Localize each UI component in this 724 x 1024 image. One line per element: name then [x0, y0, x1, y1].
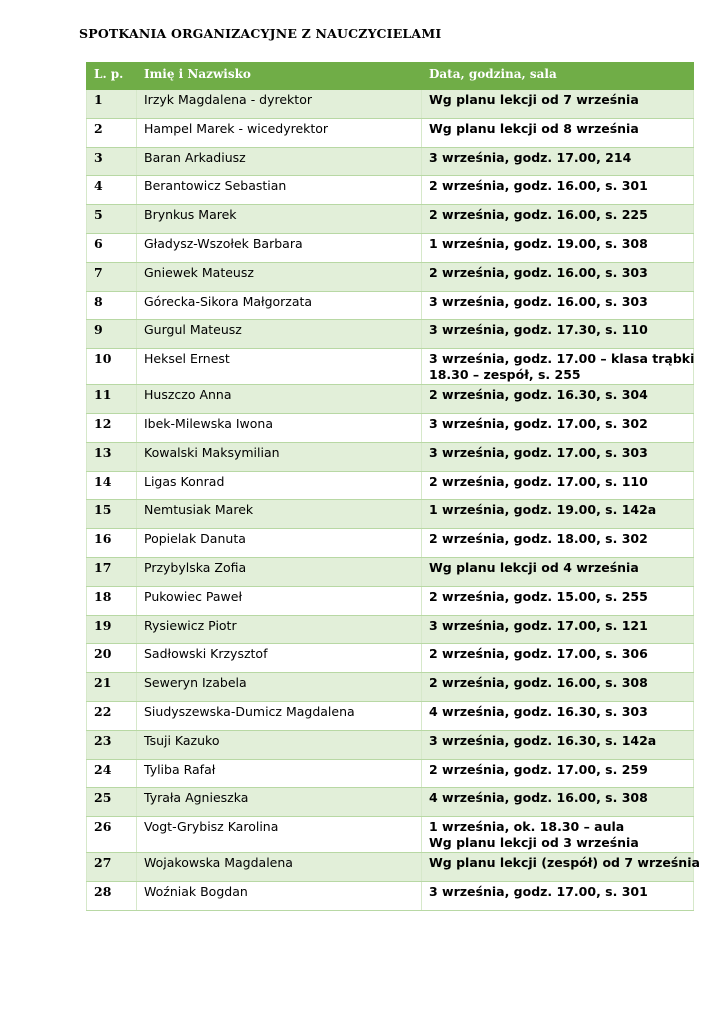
meeting-schedule: [422, 881, 694, 910]
table-row: [87, 176, 694, 205]
schedule-line: 1 września, ok. 18.30 – aula: [429, 819, 625, 835]
row-number: 13: [87, 442, 137, 471]
schedule-line: 3 września, godz. 17.00, 214: [429, 149, 632, 165]
meeting-schedule: [422, 233, 694, 262]
schedule-line: 2 września, godz. 16.00, s. 301: [429, 178, 648, 194]
meeting-schedule: [422, 817, 694, 853]
meeting-schedule: [422, 147, 694, 176]
table-row: [87, 471, 694, 500]
teacher-name: Siudyszewska-Dumicz Magdalena: [137, 701, 422, 730]
teacher-name: Tyliba Rafał: [137, 759, 422, 788]
schedule-line: 2 września, godz. 15.00, s. 255: [429, 588, 648, 604]
teacher-name: Brynkus Marek: [137, 205, 422, 234]
schedule-line: 1 września, godz. 19.00, s. 142a: [429, 502, 657, 518]
row-number: 11: [87, 385, 137, 414]
table-row: [87, 118, 694, 147]
row-number: 16: [87, 529, 137, 558]
table-row: [87, 701, 694, 730]
schedule-line: Wg planu lekcji od 4 września: [429, 559, 639, 575]
meeting-schedule: [422, 500, 694, 529]
table-header-row: [87, 63, 694, 90]
row-number: 24: [87, 759, 137, 788]
row-number: 28: [87, 881, 137, 910]
row-number: 26: [87, 817, 137, 853]
meeting-schedule: [422, 413, 694, 442]
column-header-lp: L. p.: [87, 63, 137, 90]
teacher-name: Sadłowski Krzysztof: [137, 644, 422, 673]
teacher-name: Seweryn Izabela: [137, 673, 422, 702]
schedule-line: 3 września, godz. 16.30, s. 142a: [429, 732, 657, 748]
row-number: 2: [87, 118, 137, 147]
teacher-name: Tyrała Agnieszka: [137, 788, 422, 817]
meeting-schedule: [422, 385, 694, 414]
meeting-schedule: [422, 291, 694, 320]
schedule-line: Wg planu lekcji od 8 września: [429, 120, 639, 136]
table-row: [87, 320, 694, 349]
schedule-line: 4 września, godz. 16.00, s. 308: [429, 790, 648, 806]
schedule-line: 2 września, godz. 17.00, s. 110: [429, 473, 648, 489]
table-row: [87, 881, 694, 910]
table-row: [87, 644, 694, 673]
teacher-name: Berantowicz Sebastian: [137, 176, 422, 205]
table-row: [87, 529, 694, 558]
teacher-name: Nemtusiak Marek: [137, 500, 422, 529]
column-header-name: Imię i Nazwisko: [137, 63, 422, 90]
meeting-schedule: [422, 176, 694, 205]
schedule-line: 2 września, godz. 16.30, s. 304: [429, 387, 648, 403]
meeting-schedule: [422, 320, 694, 349]
table-row: [87, 442, 694, 471]
meetings-table: [86, 62, 700, 911]
meeting-schedule: [422, 118, 694, 147]
schedule-line: 2 września, godz. 17.00, s. 306: [429, 646, 648, 662]
schedule-line: 4 września, godz. 16.30, s. 303: [429, 703, 648, 719]
schedule-line: 2 września, godz. 16.00, s. 308: [429, 675, 648, 691]
teacher-name: Hampel Marek - wicedyrektor: [137, 118, 422, 147]
meeting-schedule: [422, 853, 700, 882]
row-number: 21: [87, 673, 137, 702]
meeting-schedule: [422, 701, 694, 730]
schedule-line: 3 września, godz. 16.00, s. 303: [429, 293, 648, 309]
row-number: 10: [87, 349, 137, 385]
schedule-line: 3 września, godz. 17.00, s. 301: [429, 883, 648, 899]
teacher-name: Tsuji Kazuko: [137, 730, 422, 759]
table-body: [87, 90, 700, 911]
row-number: 5: [87, 205, 137, 234]
teacher-name: Pukowiec Paweł: [137, 586, 422, 615]
schedule-line: 1 września, godz. 19.00, s. 308: [429, 235, 648, 251]
schedule-line: 2 września, godz. 16.00, s. 225: [429, 207, 648, 223]
meeting-schedule: [422, 644, 694, 673]
table-row: [87, 349, 694, 385]
table-row: [87, 90, 694, 119]
schedule-line: 3 września, godz. 17.00 – klasa trąbki: [429, 351, 695, 367]
row-number: 4: [87, 176, 137, 205]
teacher-name: Irzyk Magdalena - dyrektor: [137, 90, 422, 119]
schedule-line: Wg planu lekcji (zespół) od 7 września: [429, 855, 700, 871]
teacher-name: Przybylska Zofia: [137, 557, 422, 586]
schedule-line: 2 września, godz. 18.00, s. 302: [429, 531, 648, 547]
row-number: 15: [87, 500, 137, 529]
row-number: 14: [87, 471, 137, 500]
teacher-name: Vogt-Grybisz Karolina: [137, 817, 422, 853]
teacher-name: Popielak Danuta: [137, 529, 422, 558]
row-number: 18: [87, 586, 137, 615]
schedule-line: 3 września, godz. 17.00, s. 302: [429, 415, 648, 431]
table-row: [87, 205, 694, 234]
row-number: 17: [87, 557, 137, 586]
teacher-name: Ibek-Milewska Iwona: [137, 413, 422, 442]
schedule-line: 3 września, godz. 17.30, s. 110: [429, 322, 648, 338]
row-number: 8: [87, 291, 137, 320]
teacher-name: Gładysz-Wszołek Barbara: [137, 233, 422, 262]
teacher-name: Kowalski Maksymilian: [137, 442, 422, 471]
meeting-schedule: [422, 90, 694, 119]
table-row: [87, 673, 694, 702]
meeting-schedule: [422, 788, 694, 817]
teacher-name: Heksel Ernest: [137, 349, 422, 385]
teacher-name: Woźniak Bogdan: [137, 881, 422, 910]
row-number: 27: [87, 853, 137, 882]
schedule-line: Wg planu lekcji od 3 września: [429, 834, 639, 850]
column-header-date: Data, godzina, sala: [422, 63, 694, 90]
table-row: [87, 262, 694, 291]
meeting-schedule: [422, 529, 694, 558]
teacher-name: Gniewek Mateusz: [137, 262, 422, 291]
meeting-schedule: [422, 262, 694, 291]
schedule-line: 2 września, godz. 17.00, s. 259: [429, 761, 648, 777]
teacher-name: Wojakowska Magdalena: [137, 853, 422, 882]
row-number: 9: [87, 320, 137, 349]
meeting-schedule: [422, 759, 694, 788]
schedule-line: 18.30 – zespół, s. 255: [429, 366, 581, 382]
meeting-schedule: [422, 205, 694, 234]
meeting-schedule: [422, 673, 694, 702]
table-row: [87, 147, 694, 176]
table-row: [87, 233, 694, 262]
table-row: [87, 730, 694, 759]
teacher-name: Huszczo Anna: [137, 385, 422, 414]
table-row: [87, 788, 694, 817]
table-row: [87, 615, 694, 644]
row-number: 7: [87, 262, 137, 291]
meeting-schedule: [422, 557, 694, 586]
schedule-line: 3 września, godz. 17.00, s. 121: [429, 617, 648, 633]
document-title: SPOTKANIA ORGANIZACYJNE Z NAUCZYCIELAMI: [79, 26, 442, 41]
row-number: 3: [87, 147, 137, 176]
schedule-line: 2 września, godz. 16.00, s. 303: [429, 264, 648, 280]
table-row: [87, 291, 694, 320]
table-row: [87, 385, 694, 414]
table-row: [87, 853, 694, 882]
table-row: [87, 586, 694, 615]
row-number: 25: [87, 788, 137, 817]
schedule-line: Wg planu lekcji od 7 września: [429, 92, 639, 107]
teacher-name: Ligas Konrad: [137, 471, 422, 500]
row-number: 22: [87, 701, 137, 730]
meeting-schedule: [422, 730, 694, 759]
table-row: [87, 817, 694, 853]
row-number: 12: [87, 413, 137, 442]
row-number: 23: [87, 730, 137, 759]
meeting-schedule: [422, 442, 694, 471]
meeting-schedule: [422, 615, 694, 644]
row-number: 19: [87, 615, 137, 644]
schedule-line: 3 września, godz. 17.00, s. 303: [429, 444, 648, 460]
teacher-name: Baran Arkadiusz: [137, 147, 422, 176]
meeting-schedule: [422, 349, 694, 385]
row-number: 1: [87, 90, 137, 119]
row-number: 20: [87, 644, 137, 673]
teacher-name: Gurgul Mateusz: [137, 320, 422, 349]
table-row: [87, 759, 694, 788]
row-number: 6: [87, 233, 137, 262]
teacher-name: Górecka-Sikora Małgorzata: [137, 291, 422, 320]
meeting-schedule: [422, 471, 694, 500]
table-row: [87, 500, 694, 529]
teacher-name: Rysiewicz Piotr: [137, 615, 422, 644]
table-row: [87, 413, 694, 442]
meeting-schedule: [422, 586, 694, 615]
table-row: [87, 557, 694, 586]
